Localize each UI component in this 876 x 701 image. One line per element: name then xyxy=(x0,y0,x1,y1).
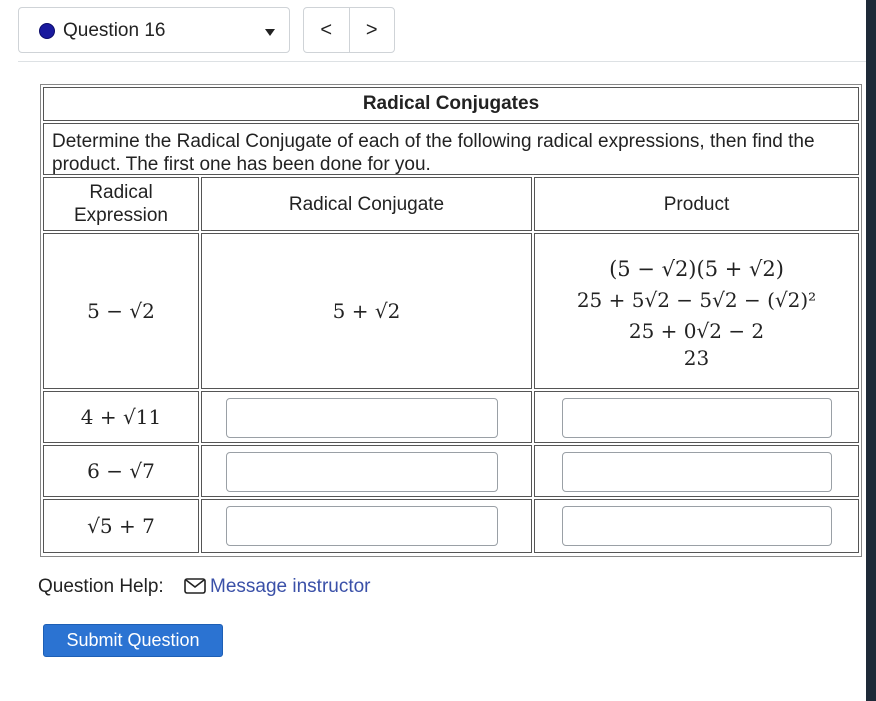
question-select-dropdown[interactable] xyxy=(18,7,290,53)
expression-cell-2 xyxy=(43,445,199,497)
conjugate-input-3[interactable] xyxy=(226,506,498,546)
conjugate-cell-3 xyxy=(201,499,532,553)
chevron-down-icon xyxy=(265,29,275,36)
message-instructor-link[interactable]: Message instructor xyxy=(210,576,371,597)
example-product-cell xyxy=(534,233,859,389)
example-conjugate: 5 + √2 xyxy=(332,299,401,323)
mail-icon[interactable] xyxy=(184,578,206,594)
radical-conjugates-table xyxy=(40,84,862,557)
product-input-1[interactable] xyxy=(562,398,832,438)
header-divider xyxy=(18,61,866,62)
expression-cell-1 xyxy=(43,391,199,443)
expression-2: 6 − √7 xyxy=(87,459,155,483)
product-input-2[interactable] xyxy=(562,452,832,492)
product-cell-2 xyxy=(534,445,859,497)
header-expression-line2: Expression xyxy=(74,205,168,226)
question-label: Question 16 xyxy=(63,20,166,41)
expression-3: √5 + 7 xyxy=(87,514,155,538)
header-product: Product xyxy=(534,177,859,231)
question-help-label: Question Help: xyxy=(38,576,164,597)
example-conjugate-cell xyxy=(201,233,532,389)
example-expression-cell xyxy=(43,233,199,389)
header-expression-line1: Radical xyxy=(89,182,153,203)
product-cell-1 xyxy=(534,391,859,443)
product-step-2: 25 + 5√2 − 5√2 − (√2)² xyxy=(576,287,817,312)
product-step-3: 25 + 0√2 − 2 xyxy=(628,318,765,343)
conjugate-input-2[interactable] xyxy=(226,452,498,492)
previous-question-button[interactable]: < xyxy=(320,18,333,41)
submit-question-button[interactable]: Submit Question xyxy=(43,624,223,657)
product-cell-3 xyxy=(534,499,859,553)
expression-cell-3 xyxy=(43,499,199,553)
question-nav xyxy=(303,7,395,53)
conjugate-cell-2 xyxy=(201,445,532,497)
product-input-3[interactable] xyxy=(562,506,832,546)
next-question-button[interactable]: > xyxy=(349,8,395,52)
table-title: Radical Conjugates xyxy=(43,87,859,121)
example-expression: 5 − √2 xyxy=(87,299,155,323)
table-instructions: Determine the Radical Conjugate of each of the following radical expressions, then find the product. The first one has been done for you. xyxy=(43,123,859,175)
expression-1: 4 + √11 xyxy=(80,405,162,429)
header-radical-expression xyxy=(43,177,199,231)
product-step-1: (5 − √2)(5 + √2) xyxy=(609,256,784,281)
product-step-4: 23 xyxy=(683,345,710,370)
header-radical-conjugate: Radical Conjugate xyxy=(201,177,532,231)
conjugate-input-1[interactable] xyxy=(226,398,498,438)
conjugate-cell-1 xyxy=(201,391,532,443)
question-status-dot xyxy=(39,23,55,39)
